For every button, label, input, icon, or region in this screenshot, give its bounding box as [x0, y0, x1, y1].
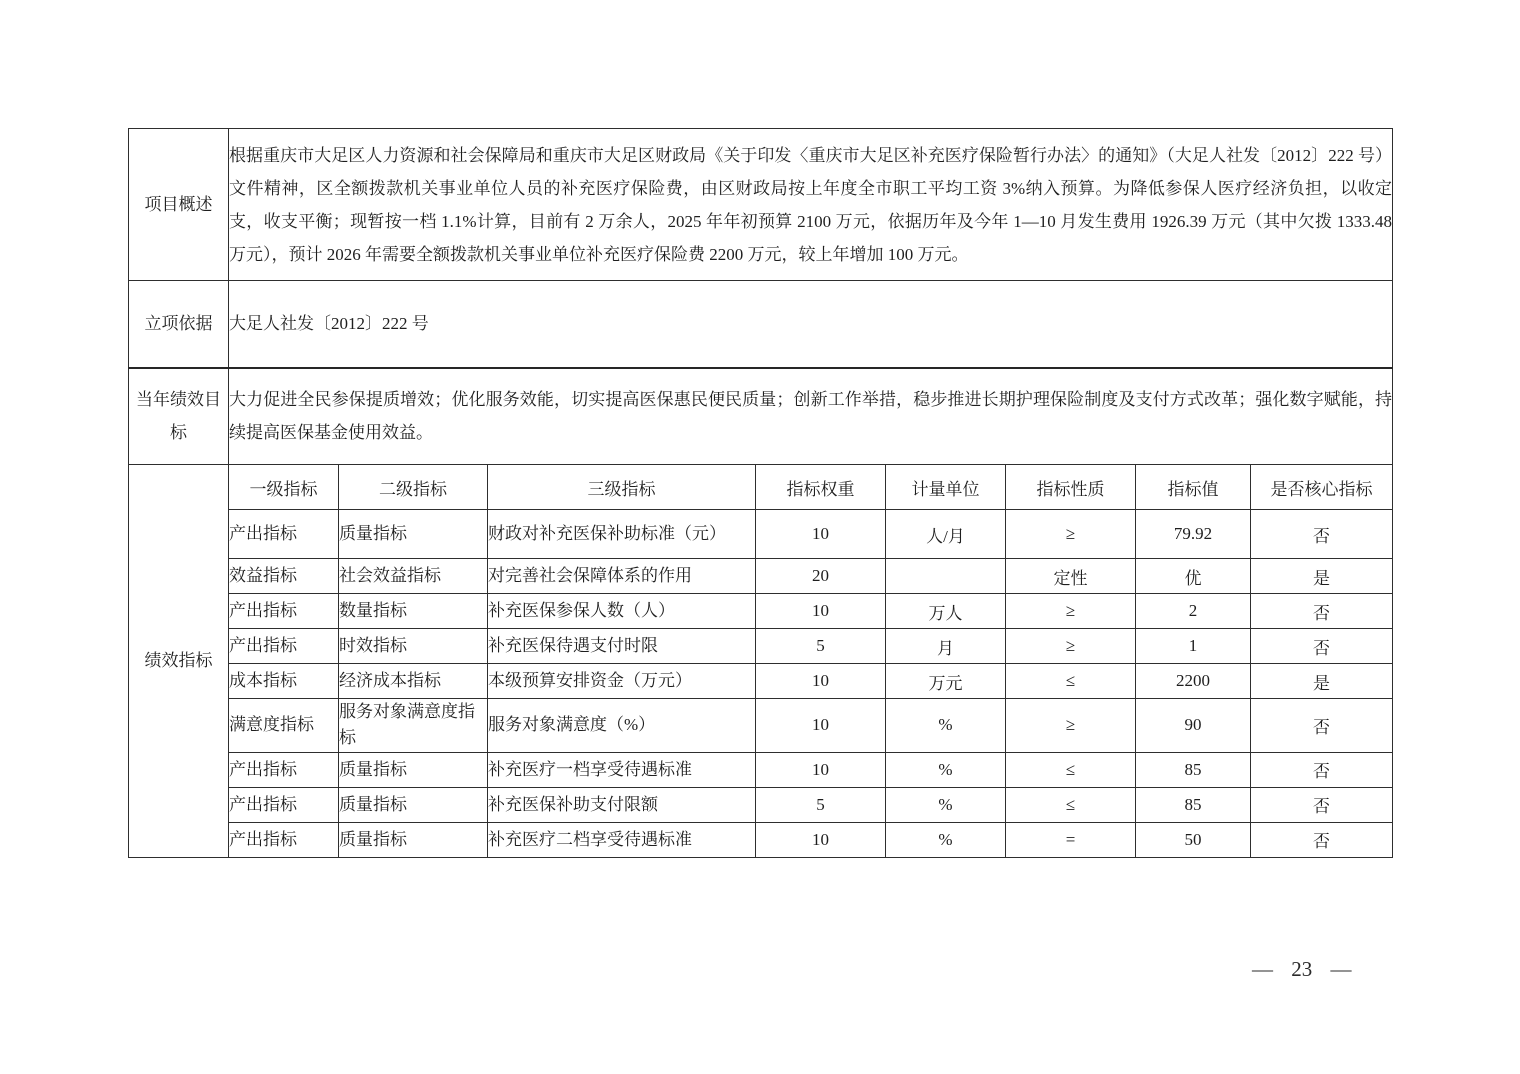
indicator-cell: 50 [1136, 822, 1251, 857]
indicator-cell: 人/月 [886, 510, 1006, 559]
header-is-core-indicator: 是否核心指标 [1251, 465, 1393, 510]
approval-basis-label: 立项依据 [129, 281, 229, 368]
indicator-cell: ≥ [1006, 629, 1136, 664]
project-overview-content: 根据重庆市大足区人力资源和社会保障局和重庆市大足区财政局《关于印发〈重庆市大足区补充医疗保险暂行办法〉的通知》（大足人社发〔2012〕222 号）文件精神，区全额拨款机关事业单位人员的补充医疗保险费，由区财政局按上年度全市职工平均工资 3%纳入预算。为降低参保人医疗经济负担，以收定支，收支平衡；现暂按一档 1.1%计算，目前有 2 万余人，2025 年年初预算 2100 万元，依据历年及今年 1—10 月发生费用 1926.39 万元（其中欠拨 1333.48 万元），预计 2026 年需要全额拨款机关事业单位补充医疗保险费 2200 万元，较上年增加 100 万元。 [229, 129, 1393, 281]
indicator-cell: 成本指标 [229, 664, 339, 699]
indicator-cell: 时效指标 [339, 629, 488, 664]
indicator-cell: 质量指标 [339, 787, 488, 822]
header-indicator-weight: 指标权重 [756, 465, 886, 510]
indicator-cell: 月 [886, 629, 1006, 664]
indicator-cell: 10 [756, 699, 886, 753]
indicator-cell: 20 [756, 559, 886, 594]
indicator-section-label: 绩效指标 [129, 465, 229, 858]
indicator-cell: 补充医保补助支付限额 [488, 787, 756, 822]
indicator-row [129, 822, 1393, 857]
indicator-cell: 5 [756, 787, 886, 822]
indicator-cell: 数量指标 [339, 594, 488, 629]
header-measure-unit: 计量单位 [886, 465, 1006, 510]
indicator-cell: 90 [1136, 699, 1251, 753]
indicator-cell: 质量指标 [339, 822, 488, 857]
indicator-row [129, 629, 1393, 664]
performance-table [128, 128, 1393, 858]
row-approval-basis [129, 281, 1393, 368]
indicator-cell: 补充医疗一档享受待遇标准 [488, 752, 756, 787]
indicator-row [129, 510, 1393, 559]
document-sheet [128, 128, 1393, 858]
indicator-row [129, 594, 1393, 629]
indicator-cell: 2 [1136, 594, 1251, 629]
header-level3-indicator: 三级指标 [488, 465, 756, 510]
indicator-cell: 质量指标 [339, 752, 488, 787]
indicator-cell: 10 [756, 594, 886, 629]
indicator-cell: ≥ [1006, 699, 1136, 753]
indicator-cell: 万元 [886, 664, 1006, 699]
indicator-cell: 1 [1136, 629, 1251, 664]
indicator-cell: 10 [756, 510, 886, 559]
indicator-cell: ≥ [1006, 510, 1136, 559]
indicator-cell: 否 [1251, 594, 1393, 629]
row-project-overview [129, 129, 1393, 281]
indicator-cell: 对完善社会保障体系的作用 [488, 559, 756, 594]
indicator-row [129, 664, 1393, 699]
header-indicator-nature: 指标性质 [1006, 465, 1136, 510]
header-level1-indicator: 一级指标 [229, 465, 339, 510]
indicator-cell: 质量指标 [339, 510, 488, 559]
indicator-cell: 经济成本指标 [339, 664, 488, 699]
project-overview-label: 项目概述 [129, 129, 229, 281]
indicator-cell: 产出指标 [229, 822, 339, 857]
indicator-row [129, 559, 1393, 594]
indicator-cell: 85 [1136, 752, 1251, 787]
indicator-cell: 产出指标 [229, 629, 339, 664]
indicator-cell: 定性 [1006, 559, 1136, 594]
indicator-cell: 否 [1251, 787, 1393, 822]
annual-goal-content: 大力促进全民参保提质增效；优化服务效能，切实提高医保惠民便民质量；创新工作举措，稳步推进长期护理保险制度及支付方式改革；强化数字赋能，持续提高医保基金使用效益。 [229, 368, 1393, 465]
indicator-cell: % [886, 787, 1006, 822]
indicator-cell: 5 [756, 629, 886, 664]
indicator-cell: 社会效益指标 [339, 559, 488, 594]
indicator-cell: 服务对象满意度（%） [488, 699, 756, 753]
indicator-header-row [129, 465, 1393, 510]
indicator-cell: 否 [1251, 699, 1393, 753]
indicator-cell: 服务对象满意度指标 [339, 699, 488, 753]
page-number: — 23 — [1252, 957, 1352, 981]
indicator-cell: % [886, 822, 1006, 857]
indicator-cell: % [886, 699, 1006, 753]
indicator-cell: 79.92 [1136, 510, 1251, 559]
indicator-row [129, 699, 1393, 753]
indicator-cell: 10 [756, 752, 886, 787]
indicator-cell: 补充医保待遇支付时限 [488, 629, 756, 664]
indicator-cell: 补充医保参保人数（人） [488, 594, 756, 629]
indicator-cell: 优 [1136, 559, 1251, 594]
indicator-cell: 是 [1251, 559, 1393, 594]
indicator-cell: 85 [1136, 787, 1251, 822]
indicator-cell: 是 [1251, 664, 1393, 699]
indicator-cell: % [886, 752, 1006, 787]
indicator-cell: 否 [1251, 822, 1393, 857]
header-indicator-value: 指标值 [1136, 465, 1251, 510]
row-annual-goal [129, 368, 1393, 465]
indicator-cell: 满意度指标 [229, 699, 339, 753]
indicator-cell: 产出指标 [229, 594, 339, 629]
indicator-cell: 产出指标 [229, 510, 339, 559]
indicator-cell: 万人 [886, 594, 1006, 629]
annual-goal-label: 当年绩效目标 [129, 368, 229, 465]
header-level2-indicator: 二级指标 [339, 465, 488, 510]
indicator-cell: 产出指标 [229, 752, 339, 787]
indicator-cell: 财政对补充医保补助标准（元） [488, 510, 756, 559]
approval-basis-content: 大足人社发〔2012〕222 号 [229, 281, 1393, 368]
indicator-cell: ≤ [1006, 787, 1136, 822]
indicator-cell: 10 [756, 664, 886, 699]
indicator-cell: 效益指标 [229, 559, 339, 594]
indicator-cell: 2200 [1136, 664, 1251, 699]
indicator-cell: 产出指标 [229, 787, 339, 822]
indicator-cell: 否 [1251, 752, 1393, 787]
indicator-cell: 10 [756, 822, 886, 857]
indicator-cell: ≥ [1006, 594, 1136, 629]
indicator-cell: 否 [1251, 629, 1393, 664]
indicator-cell: 补充医疗二档享受待遇标准 [488, 822, 756, 857]
indicator-cell: 否 [1251, 510, 1393, 559]
indicator-cell: 本级预算安排资金（万元） [488, 664, 756, 699]
indicator-cell [886, 559, 1006, 594]
indicator-row [129, 787, 1393, 822]
indicator-cell: = [1006, 822, 1136, 857]
indicator-row [129, 752, 1393, 787]
indicator-cell: ≤ [1006, 664, 1136, 699]
indicator-cell: ≤ [1006, 752, 1136, 787]
